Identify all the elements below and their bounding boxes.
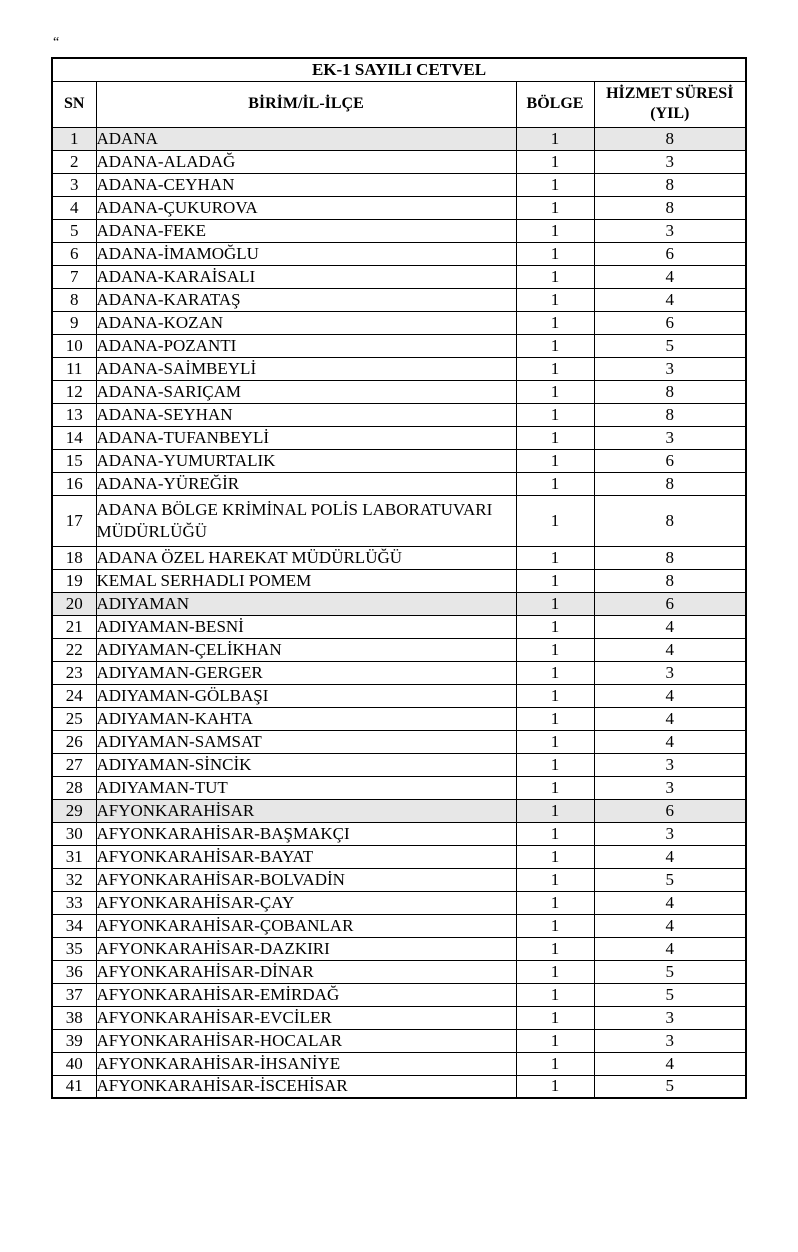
cell-bolge: 1 [516,196,594,219]
cell-bolge: 1 [516,914,594,937]
header-hizmet-suresi [594,81,746,127]
cell-hizmet-suresi: 4 [594,845,746,868]
cell-sn: 7 [52,265,96,288]
table-row [52,242,746,265]
cell-bolge: 1 [516,615,594,638]
cell-sn: 5 [52,219,96,242]
cell-bolge: 1 [516,707,594,730]
table-body [52,127,746,1098]
cell-bolge: 1 [516,569,594,592]
cell-hizmet-suresi: 8 [594,403,746,426]
cell-bolge: 1 [516,288,594,311]
cell-birim: AFYONKARAHİSAR-ÇOBANLAR [96,914,516,937]
ek-1-table [51,57,747,1099]
cell-bolge: 1 [516,1006,594,1029]
table-row [52,1075,746,1098]
cell-birim: ADIYAMAN-BESNİ [96,615,516,638]
cell-bolge: 1 [516,311,594,334]
cell-sn: 14 [52,426,96,449]
cell-birim: ADIYAMAN-GÖLBAŞI [96,684,516,707]
cell-birim: ADANA-ALADAĞ [96,150,516,173]
table-row [52,569,746,592]
cell-birim: ADANA BÖLGE KRİMİNAL POLİS LABORATUVARI MÜDÜRLÜĞÜ [96,495,516,546]
cell-birim: AFYONKARAHİSAR-DİNAR [96,960,516,983]
header-hizmet-suresi-line1: HİZMET SÜRESİ [606,85,734,102]
table-row [52,219,746,242]
cell-birim: AFYONKARAHİSAR-ÇAY [96,891,516,914]
cell-hizmet-suresi: 4 [594,615,746,638]
cell-bolge: 1 [516,776,594,799]
cell-birim: ADANA [96,127,516,150]
cell-bolge: 1 [516,1052,594,1075]
cell-birim: ADIYAMAN-TUT [96,776,516,799]
cell-hizmet-suresi: 8 [594,546,746,569]
table-row [52,495,746,546]
cell-hizmet-suresi: 3 [594,753,746,776]
cell-bolge: 1 [516,1075,594,1098]
cell-birim: ADIYAMAN-ÇELİKHAN [96,638,516,661]
cell-sn: 33 [52,891,96,914]
table-row [52,960,746,983]
cell-sn: 25 [52,707,96,730]
cell-bolge: 1 [516,472,594,495]
cell-bolge: 1 [516,426,594,449]
cell-bolge: 1 [516,822,594,845]
table-row [52,196,746,219]
table-row [52,983,746,1006]
table-row [52,753,746,776]
cell-sn: 9 [52,311,96,334]
cell-bolge: 1 [516,150,594,173]
cell-hizmet-suresi: 5 [594,983,746,1006]
cell-sn: 38 [52,1006,96,1029]
cell-birim: ADANA-SEYHAN [96,403,516,426]
cell-birim: ADIYAMAN-GERGER [96,661,516,684]
cell-hizmet-suresi: 3 [594,357,746,380]
table-row [52,265,746,288]
cell-sn: 37 [52,983,96,1006]
cell-birim: ADANA-KOZAN [96,311,516,334]
cell-sn: 15 [52,449,96,472]
cell-birim: AFYONKARAHİSAR-EMİRDAĞ [96,983,516,1006]
table-row [52,776,746,799]
cell-sn: 41 [52,1075,96,1098]
cell-bolge: 1 [516,845,594,868]
cell-birim: ADANA-KARATAŞ [96,288,516,311]
table-row [52,380,746,403]
cell-birim: AFYONKARAHİSAR-BAŞMAKÇI [96,822,516,845]
cell-bolge: 1 [516,891,594,914]
cell-sn: 10 [52,334,96,357]
cell-birim: ADANA-ÇUKUROVA [96,196,516,219]
cell-birim: AFYONKARAHİSAR-BOLVADİN [96,868,516,891]
cell-birim: ADANA-İMAMOĞLU [96,242,516,265]
table-row [52,288,746,311]
table-row [52,173,746,196]
table-row [52,1006,746,1029]
cell-birim: ADIYAMAN-SAMSAT [96,730,516,753]
cell-sn: 21 [52,615,96,638]
cell-birim: ADANA-YÜREĞİR [96,472,516,495]
table-row [52,845,746,868]
cell-hizmet-suresi: 6 [594,242,746,265]
table-title: EK-1 SAYILI CETVEL [52,58,746,81]
cell-sn: 29 [52,799,96,822]
table-row [52,472,746,495]
table-row [52,546,746,569]
cell-bolge: 1 [516,173,594,196]
cell-bolge: 1 [516,1029,594,1052]
table-row [52,661,746,684]
cell-hizmet-suresi: 4 [594,638,746,661]
cell-birim: AFYONKARAHİSAR-İHSANİYE [96,1052,516,1075]
cell-hizmet-suresi: 6 [594,449,746,472]
cell-hizmet-suresi: 4 [594,288,746,311]
cell-birim: AFYONKARAHİSAR-EVCİLER [96,1006,516,1029]
cell-bolge: 1 [516,127,594,150]
header-birim: BİRİM/İL-İLÇE [96,81,516,127]
cell-sn: 2 [52,150,96,173]
cell-birim: ADIYAMAN-KAHTA [96,707,516,730]
cell-sn: 3 [52,173,96,196]
cell-birim: AFYONKARAHİSAR-BAYAT [96,845,516,868]
table-row [52,449,746,472]
cell-sn: 4 [52,196,96,219]
table-row [52,684,746,707]
table-row [52,707,746,730]
table-row [52,426,746,449]
cell-bolge: 1 [516,730,594,753]
table-row [52,868,746,891]
cell-hizmet-suresi: 4 [594,707,746,730]
cell-birim: ADANA-YUMURTALIK [96,449,516,472]
table-row [52,311,746,334]
table-row [52,1029,746,1052]
cell-sn: 36 [52,960,96,983]
cell-hizmet-suresi: 3 [594,150,746,173]
table-row [52,822,746,845]
cell-sn: 20 [52,592,96,615]
cell-sn: 6 [52,242,96,265]
cell-birim: ADANA-CEYHAN [96,173,516,196]
cell-hizmet-suresi: 5 [594,960,746,983]
cell-sn: 27 [52,753,96,776]
cell-hizmet-suresi: 5 [594,868,746,891]
cell-birim: AFYONKARAHİSAR-DAZKIRI [96,937,516,960]
cell-sn: 39 [52,1029,96,1052]
cell-birim: ADANA-SARIÇAM [96,380,516,403]
cell-birim: AFYONKARAHİSAR-İSCEHİSAR [96,1075,516,1098]
cell-hizmet-suresi: 3 [594,1029,746,1052]
cell-hizmet-suresi: 3 [594,219,746,242]
table-row [52,799,746,822]
cell-bolge: 1 [516,334,594,357]
cell-birim: AFYONKARAHİSAR [96,799,516,822]
cell-sn: 16 [52,472,96,495]
cell-bolge: 1 [516,868,594,891]
cell-birim: ADIYAMAN [96,592,516,615]
cell-birim: KEMAL SERHADLI POMEM [96,569,516,592]
cell-hizmet-suresi: 8 [594,495,746,546]
table-row [52,914,746,937]
cell-hizmet-suresi: 6 [594,311,746,334]
cell-sn: 18 [52,546,96,569]
cell-hizmet-suresi: 8 [594,380,746,403]
cell-sn: 30 [52,822,96,845]
cell-hizmet-suresi: 3 [594,822,746,845]
cell-hizmet-suresi: 3 [594,661,746,684]
header-sn: SN [52,81,96,127]
cell-sn: 34 [52,914,96,937]
cell-hizmet-suresi: 4 [594,1052,746,1075]
cell-sn: 8 [52,288,96,311]
cell-birim: ADANA-POZANTI [96,334,516,357]
cell-hizmet-suresi: 8 [594,127,746,150]
header-bolge: BÖLGE [516,81,594,127]
table-row [52,730,746,753]
cell-bolge: 1 [516,403,594,426]
table-row [52,403,746,426]
table-row [52,937,746,960]
opening-quote-mark: “ [53,35,60,50]
cell-birim: ADANA-FEKE [96,219,516,242]
cell-hizmet-suresi: 6 [594,592,746,615]
cell-bolge: 1 [516,753,594,776]
cell-bolge: 1 [516,219,594,242]
cell-hizmet-suresi: 8 [594,173,746,196]
table-row [52,357,746,380]
cell-bolge: 1 [516,495,594,546]
cell-hizmet-suresi: 3 [594,776,746,799]
cell-bolge: 1 [516,265,594,288]
cell-hizmet-suresi: 3 [594,426,746,449]
cell-bolge: 1 [516,242,594,265]
cell-hizmet-suresi: 4 [594,265,746,288]
cell-bolge: 1 [516,592,594,615]
table-header-row [52,81,746,127]
cell-bolge: 1 [516,357,594,380]
cell-hizmet-suresi: 4 [594,684,746,707]
cell-sn: 13 [52,403,96,426]
cell-hizmet-suresi: 8 [594,196,746,219]
cell-bolge: 1 [516,684,594,707]
cell-hizmet-suresi: 6 [594,799,746,822]
cell-hizmet-suresi: 5 [594,1075,746,1098]
cell-sn: 1 [52,127,96,150]
cell-bolge: 1 [516,380,594,403]
cell-bolge: 1 [516,661,594,684]
cell-birim: ADANA ÖZEL HAREKAT MÜDÜRLÜĞÜ [96,546,516,569]
cell-bolge: 1 [516,937,594,960]
cell-sn: 11 [52,357,96,380]
table-row [52,592,746,615]
cell-bolge: 1 [516,799,594,822]
table-row [52,1052,746,1075]
cell-bolge: 1 [516,546,594,569]
cell-birim: AFYONKARAHİSAR-HOCALAR [96,1029,516,1052]
cell-birim: ADANA-TUFANBEYLİ [96,426,516,449]
cell-sn: 19 [52,569,96,592]
table-row [52,334,746,357]
cell-hizmet-suresi: 5 [594,334,746,357]
cell-sn: 35 [52,937,96,960]
table-row [52,127,746,150]
cell-bolge: 1 [516,960,594,983]
cell-sn: 28 [52,776,96,799]
table-row [52,615,746,638]
cell-sn: 26 [52,730,96,753]
cell-sn: 22 [52,638,96,661]
cell-sn: 32 [52,868,96,891]
table-row [52,891,746,914]
table-row [52,638,746,661]
cell-hizmet-suresi: 4 [594,730,746,753]
cell-sn: 31 [52,845,96,868]
cell-hizmet-suresi: 3 [594,1006,746,1029]
cell-bolge: 1 [516,983,594,1006]
cell-hizmet-suresi: 4 [594,937,746,960]
cell-hizmet-suresi: 4 [594,914,746,937]
cell-sn: 40 [52,1052,96,1075]
cell-sn: 23 [52,661,96,684]
cell-hizmet-suresi: 4 [594,891,746,914]
cell-birim: ADANA-SAİMBEYLİ [96,357,516,380]
cell-bolge: 1 [516,449,594,472]
table-row [52,150,746,173]
cell-sn: 12 [52,380,96,403]
cell-sn: 24 [52,684,96,707]
cell-hizmet-suresi: 8 [594,569,746,592]
cell-birim: ADIYAMAN-SİNCİK [96,753,516,776]
cell-bolge: 1 [516,638,594,661]
cell-sn: 17 [52,495,96,546]
header-hizmet-suresi-line2: (YIL) [650,105,690,122]
cell-hizmet-suresi: 8 [594,472,746,495]
cell-birim: ADANA-KARAİSALI [96,265,516,288]
